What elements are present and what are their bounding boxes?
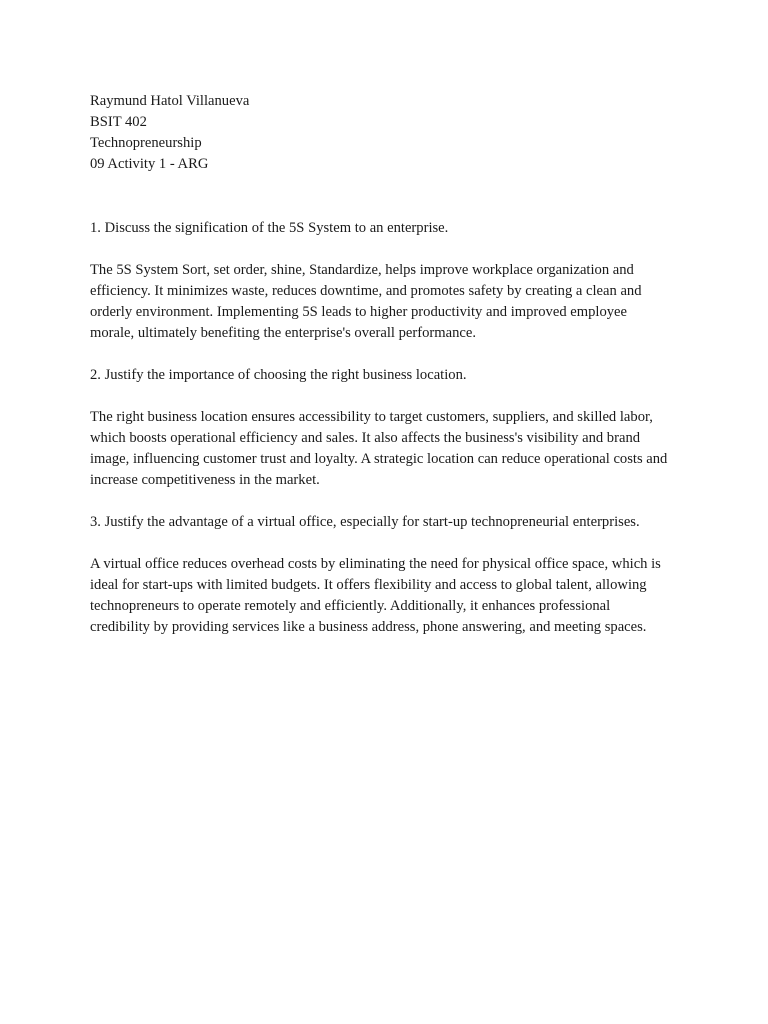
student-name: Raymund Hatol Villanueva bbox=[90, 93, 250, 109]
answer-text: The 5S System Sort, set order, shine, Standardize, helps improve workplace organization and efficiency. It minimizes waste, reduces downtime, and promotes safety by creating a clean and orderly environment. Implementing 5S leads to higher productivity and improved employee morale, ultimately benefiting the enterprise's overall performance. bbox=[90, 262, 642, 341]
question-text: 1. Discuss the signification of the 5S System to an enterprise. bbox=[90, 220, 449, 236]
question-text: 2. Justify the importance of choosing the right business location. bbox=[90, 367, 467, 383]
document-header bbox=[90, 91, 668, 175]
qa-item bbox=[90, 365, 668, 491]
course-section: BSIT 402 bbox=[90, 114, 147, 130]
qa-item bbox=[90, 218, 668, 344]
subject-name: Technopreneurship bbox=[90, 135, 202, 151]
qa-item bbox=[90, 512, 668, 638]
answer-text: A virtual office reduces overhead costs by eliminating the need for physical office space, which is ideal for start-ups with limited budgets. It offers flexibility and access to global talent, allowing technopreneurs to operate remotely and efficiently. Additionally, it enhances professional credibility by providing services like a business address, phone answering, and meeting spaces. bbox=[90, 556, 661, 635]
activity-title: 09 Activity 1 - ARG bbox=[90, 156, 209, 172]
question-text: 3. Justify the advantage of a virtual office, especially for start-up technopreneurial enterprises. bbox=[90, 514, 640, 530]
answer-text: The right business location ensures accessibility to target customers, suppliers, and skilled labor, which boosts operational efficiency and sales. It also affects the business's visibility and brand image, influencing customer trust and loyalty. A strategic location can reduce operational costs and increase competitiveness in the market. bbox=[90, 409, 668, 488]
